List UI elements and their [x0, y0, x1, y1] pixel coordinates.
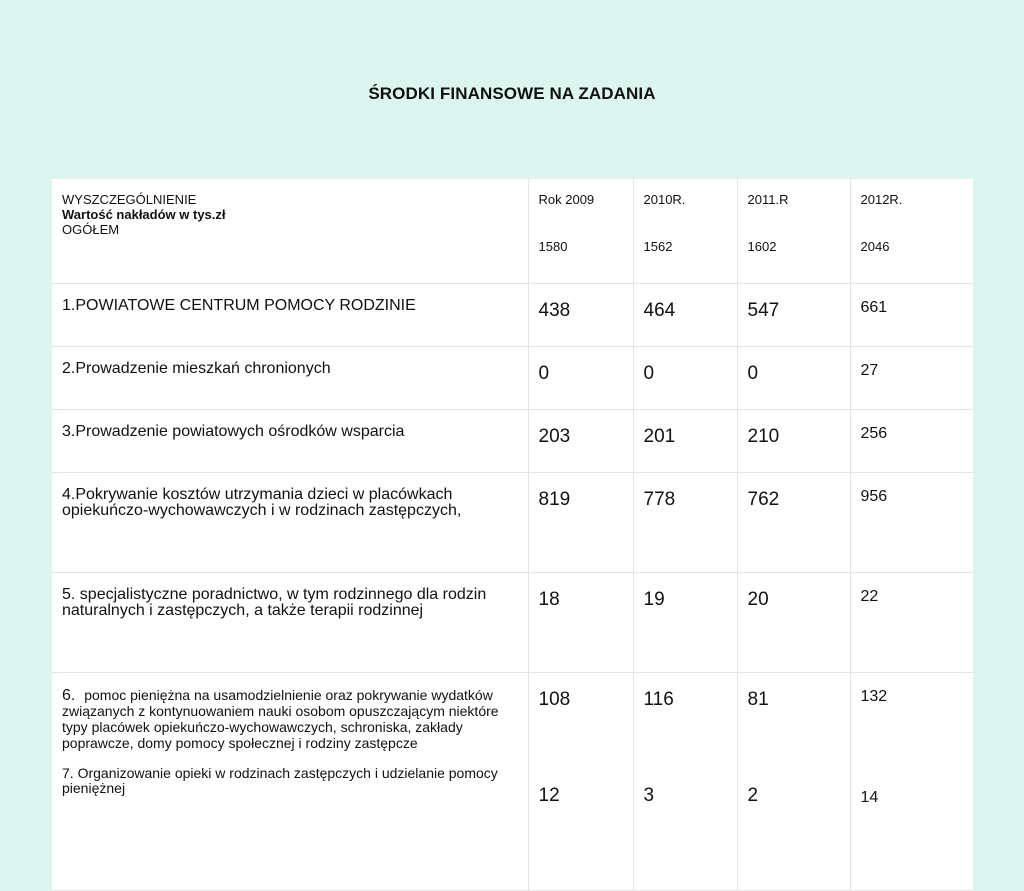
row-value: 210: [737, 410, 850, 473]
header-year: 2010R.: [643, 192, 686, 207]
header-year-cell: [633, 179, 737, 284]
row-value: 18: [528, 573, 633, 673]
row-value: 19: [633, 573, 737, 673]
row6-value: 132: [860, 688, 888, 705]
row-value: 0: [737, 347, 850, 410]
header-total: 1562: [643, 239, 673, 254]
header-year: 2012R.: [860, 192, 903, 207]
header-total: 1602: [747, 239, 777, 254]
row-value-pair: [633, 673, 737, 891]
table-row: [52, 673, 973, 891]
row-value: 0: [528, 347, 633, 410]
row-value: 203: [528, 410, 633, 473]
row-value: 819: [528, 473, 633, 573]
row6-label: pomoc pieniężna na usamodzielnienie oraz pokrywanie wydatków związanych z kontynuowaniem nauki osobom opuszczającym niektóre typy placówek opiekuńczo-wychowawczych, schroniska, zakłady poprawcze, domy pomocy społecznej i rodziny zastępcze: [62, 687, 499, 751]
table-row: [52, 410, 973, 473]
page-title: ŚRODKI FINANSOWE NA ZADANIA: [368, 84, 656, 103]
row-label: 3.Prowadzenie powiatowych ośrodków wsparcia: [52, 410, 528, 473]
row7-value: 12: [538, 785, 560, 806]
header-line-specification: WYSZCZEGÓLNIENIE: [62, 192, 197, 207]
row-value-pair: [850, 673, 973, 891]
row-value: 956: [850, 473, 973, 573]
row6-number: 6.: [62, 687, 76, 704]
row-value-pair: [528, 673, 633, 891]
table-row: [52, 284, 973, 347]
header-year-cell: [737, 179, 850, 284]
table-row: [52, 347, 973, 410]
header-total: 1580: [538, 239, 568, 254]
row-value: 778: [633, 473, 737, 573]
row6-value: 81: [747, 689, 769, 710]
header-year-cell: [850, 179, 973, 284]
row-value: 547: [737, 284, 850, 347]
header-line-total: OGÓŁEM: [62, 222, 120, 237]
row6-value: 116: [643, 689, 674, 710]
row-value: 0: [633, 347, 737, 410]
row-value: 438: [528, 284, 633, 347]
row-value: 22: [850, 573, 973, 673]
row-value: 762: [737, 473, 850, 573]
header-total: 2046: [860, 239, 890, 254]
row-value: 464: [633, 284, 737, 347]
row-value: 20: [737, 573, 850, 673]
row-label: 1.POWIATOWE CENTRUM POMOCY RODZINIE: [52, 284, 528, 347]
row-value: 661: [850, 284, 973, 347]
row-label: 4.Pokrywanie kosztów utrzymania dzieci w placówkach opiekuńczo-wychowawczych i w rodzinach zastępczych,: [52, 473, 528, 573]
row-label-combined: [52, 673, 528, 891]
financial-table-container: [52, 179, 973, 806]
row-label: 2.Prowadzenie mieszkań chronionych: [52, 347, 528, 410]
row7-value: 2: [747, 785, 759, 806]
row6-value: 108: [538, 689, 571, 710]
row-value: 27: [850, 347, 973, 410]
financial-table: [52, 179, 973, 891]
header-line-value-unit: Wartość nakładów w tys.zł: [62, 207, 226, 222]
row7-value: 3: [643, 785, 655, 806]
row7-label: 7. Organizowanie opieki w rodzinach zastępczych i udzielanie pomocy pieniężnej: [62, 765, 498, 796]
header-year: 2011.R: [747, 192, 789, 207]
row-value-pair: [737, 673, 850, 891]
row7-value: 14: [860, 789, 879, 806]
table-header-row: [52, 179, 973, 284]
header-year: Rok 2009: [538, 192, 595, 207]
row-label: 5. specjalistyczne poradnictwo, w tym rodzinnego dla rodzin naturalnych i zastępczych, a także terapii rodzinnej: [52, 573, 528, 673]
header-year-cell: [528, 179, 633, 284]
header-description-cell: [52, 179, 528, 284]
table-row: [52, 473, 973, 573]
table-row: [52, 573, 973, 673]
row-value: 201: [633, 410, 737, 473]
row-value: 256: [850, 410, 973, 473]
